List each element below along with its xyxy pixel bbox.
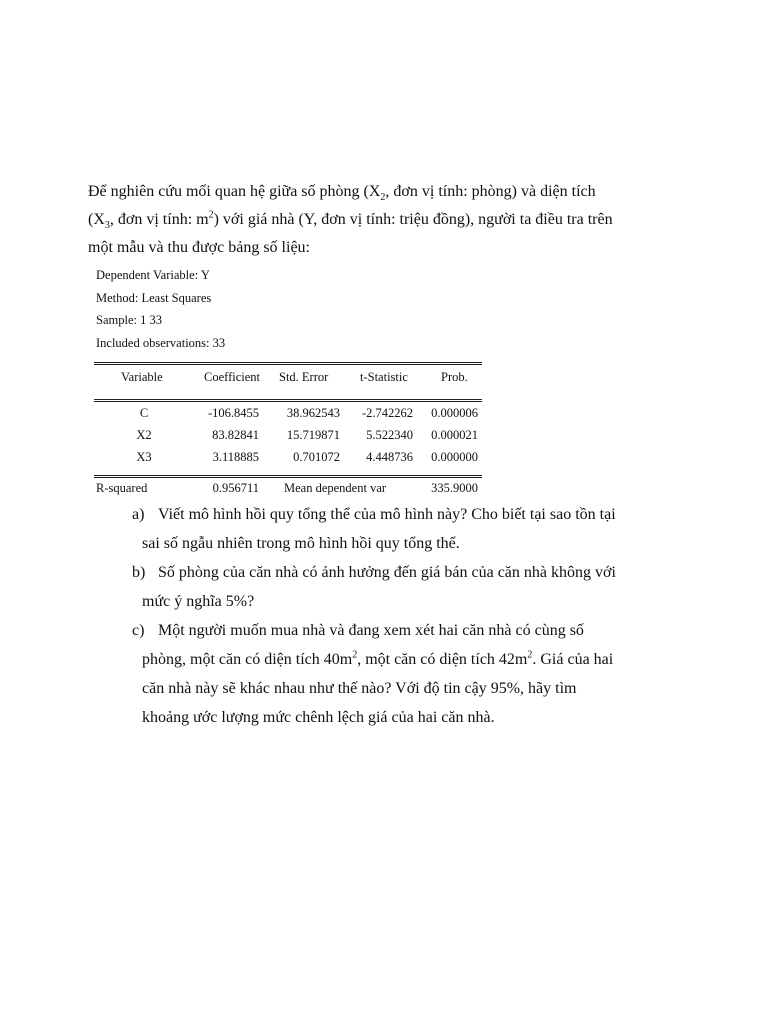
regression-meta bbox=[96, 264, 225, 354]
t-statistic-value: 5.522340 bbox=[366, 428, 413, 442]
superscript: 2 bbox=[208, 209, 214, 221]
intro-line-1 bbox=[88, 178, 688, 206]
question-c bbox=[132, 616, 692, 732]
intro-text: Để nghiên cứu mối quan hệ giữa số phòng (X bbox=[88, 183, 381, 200]
method: Method: Least Squares bbox=[96, 290, 212, 305]
std-error-value: 38.962543 bbox=[286, 406, 340, 420]
question-label: c) bbox=[132, 622, 145, 639]
coefficient-value: 83.82841 bbox=[212, 428, 259, 442]
std-error-value: 15.719871 bbox=[286, 428, 340, 442]
intro-text: (X bbox=[88, 211, 105, 228]
question-text: khoảng ước lượng mức chênh lệch giá của hai căn nhà. bbox=[142, 709, 495, 726]
prob-value: 0.000021 bbox=[431, 428, 478, 442]
question-a bbox=[132, 500, 692, 558]
r-squared-value: 0.956711 bbox=[212, 481, 259, 495]
t-statistic-value: 4.448736 bbox=[366, 450, 413, 464]
header-prob: Prob. bbox=[441, 370, 468, 384]
intro-text: , đơn vị tính: m bbox=[109, 211, 209, 228]
header-coefficient: Coefficient bbox=[204, 370, 260, 384]
question-text: Số phòng của căn nhà có ảnh hưởng đến giá bán của căn nhà không với bbox=[158, 564, 616, 581]
question-b bbox=[132, 558, 692, 616]
header-std-error: Std. Error bbox=[279, 370, 329, 384]
intro-text: ) với giá nhà (Y, đơn vị tính: triệu đồng), người ta điều tra trên bbox=[213, 211, 613, 228]
question-text bbox=[142, 645, 692, 674]
table-row bbox=[94, 447, 482, 469]
table-header-rule bbox=[94, 399, 482, 402]
r-squared-label: R-squared bbox=[96, 481, 148, 495]
header-t-statistic: t-Statistic bbox=[360, 370, 408, 384]
question-text-part: , một căn có diện tích 42m bbox=[357, 651, 528, 668]
t-statistic-value: -2.742262 bbox=[361, 406, 413, 420]
header-variable: Variable bbox=[121, 370, 163, 384]
variable-name: C bbox=[139, 406, 149, 420]
variable-name: X2 bbox=[136, 428, 152, 442]
question-text-part: . Giá của hai bbox=[532, 651, 614, 668]
question-text: mức ý nghĩa 5%? bbox=[142, 593, 255, 610]
included-observations: Included observations: 33 bbox=[96, 335, 226, 350]
prob-value: 0.000000 bbox=[431, 450, 478, 464]
mean-dependent-label: Mean dependent var bbox=[284, 481, 387, 495]
coefficient-value: 3.118885 bbox=[212, 450, 259, 464]
regression-table bbox=[94, 362, 482, 500]
question-label: a) bbox=[132, 506, 145, 523]
question-text: căn nhà này sẽ khác nhau như thế nào? Với độ tin cậy 95%, hãy tìm bbox=[142, 680, 577, 697]
question-text: Một người muốn mua nhà và đang xem xét hai căn nhà có cùng số bbox=[158, 622, 584, 639]
dependent-variable: Dependent Variable: Y bbox=[96, 268, 210, 282]
question-text-part: phòng, một căn có diện tích 40m bbox=[142, 651, 353, 668]
table-row bbox=[94, 403, 482, 425]
subscript: 2 bbox=[380, 192, 386, 204]
intro-line-3: một mẫu và thu được bảng số liệu: bbox=[88, 239, 310, 256]
subscript: 3 bbox=[104, 220, 110, 232]
question-label: b) bbox=[132, 564, 146, 581]
coefficient-value: -106.8455 bbox=[207, 406, 259, 420]
mean-dependent-value: 335.9000 bbox=[431, 481, 478, 495]
prob-value: 0.000006 bbox=[431, 406, 478, 420]
intro-text: , đơn vị tính: phòng) và diện tích bbox=[385, 183, 596, 200]
variable-name: X3 bbox=[136, 450, 152, 464]
question-list bbox=[132, 500, 692, 732]
question-text: Viết mô hình hồi quy tổng thể của mô hình này? Cho biết tại sao tồn tại bbox=[158, 506, 616, 523]
question-text: sai số ngẫu nhiên trong mô hình hồi quy tổng thể. bbox=[142, 535, 460, 552]
sample: Sample: 1 33 bbox=[96, 313, 162, 327]
table-footer-row bbox=[94, 478, 482, 500]
table-row bbox=[94, 425, 482, 447]
superscript: 2 bbox=[527, 649, 533, 661]
problem-intro bbox=[88, 178, 688, 262]
superscript: 2 bbox=[352, 649, 358, 661]
table-header-row bbox=[94, 365, 482, 391]
std-error-value: 0.701072 bbox=[293, 450, 340, 464]
intro-line-2 bbox=[88, 206, 688, 234]
